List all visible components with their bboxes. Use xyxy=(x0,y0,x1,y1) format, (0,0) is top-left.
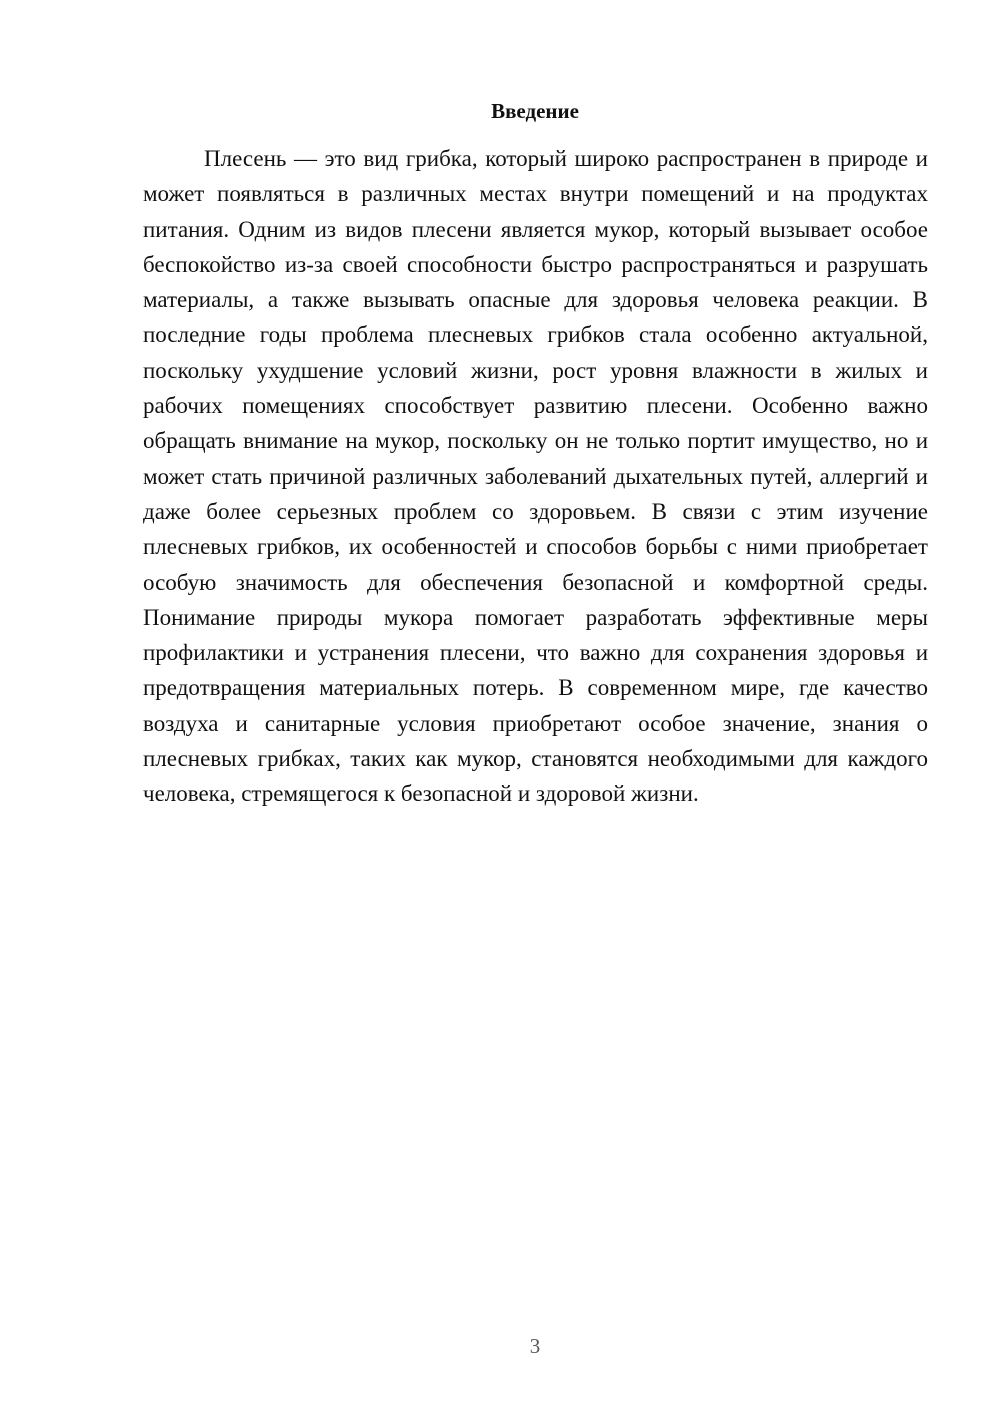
body-paragraph: Плесень — это вид грибка, который широко распространен в природе и может появляться в различных местах внутри помещений и на продуктах питания. Одним из видов плесени является мукор, который вызывает особое беспокойство из-за своей способности быстро распространяться и разрушать материалы, а также вызывать опасные для здоровья человека реакции. В последние годы проблема плесневых грибков стала особенно актуальной, поскольку ухудшение условий жизни, рост уровня влажности в жилых и рабочих помещениях способствует развитию плесени. Особенно важно обращать внимание на мукор, поскольку он не только портит имущество, но и может стать причиной различных заболеваний дыхательных путей, аллергий и даже более серьезных проблем со здоровьем. В связи с этим изучение плесневых грибков, их особенностей и способов борьбы с ними приобретает особую значимость для обеспечения безопасной и комфортной среды. Понимание природы мукора помогает разработать эффективные меры профилактики и устранения плесени, что важно для сохранения здоровья и предотвращения материальных потерь. В современном мире, где качество воздуха и санитарные условия приобретают особое значение, знания о плесневых грибках, таких как мукор, становятся необходимыми для каждого человека, стремящегося к безопасной и здоровой жизни. xyxy=(143,146,928,807)
page-number: 3 xyxy=(529,1334,541,1358)
section-heading: Введение xyxy=(491,99,579,123)
